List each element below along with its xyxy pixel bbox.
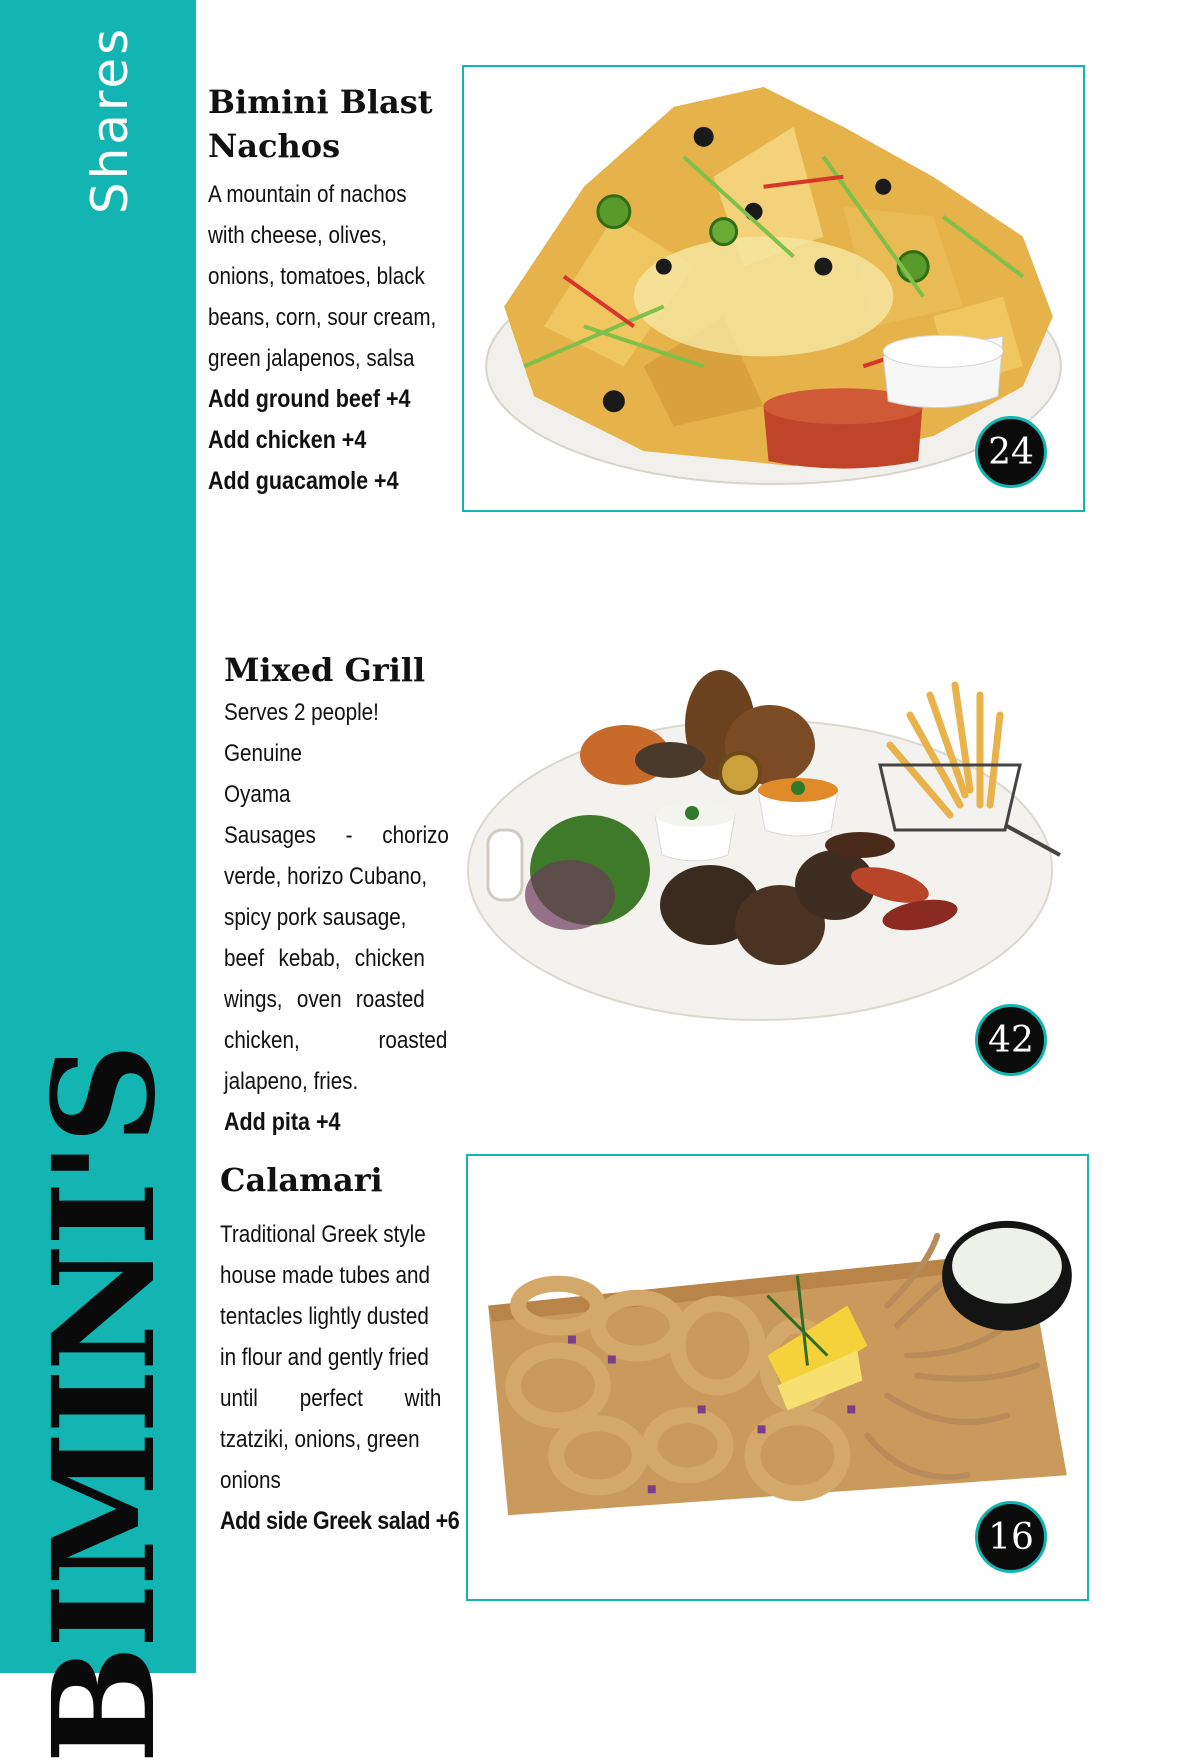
item-description-line: onions, tomatoes, black xyxy=(208,263,425,290)
price-badge: 16 xyxy=(975,1501,1047,1573)
item-add-on: Add chicken +4 xyxy=(208,426,367,454)
item-description-line: green jalapenos, salsa xyxy=(208,345,415,372)
item-description-line: chicken, roasted xyxy=(224,1027,448,1054)
item-description-line: beef kebab, chicken xyxy=(224,945,425,972)
item-description-line: Genuine Oyama xyxy=(224,740,303,808)
item-description-line: A mountain of nachos xyxy=(208,181,407,208)
item-add-on: Add pita +4 xyxy=(224,1108,341,1136)
mixed-grill-photo xyxy=(460,655,1085,1035)
item-description-line: tentacles lightly dusted xyxy=(220,1303,429,1330)
item-subtitle: Serves 2 people! xyxy=(224,699,379,726)
item-title: Calamari xyxy=(220,1161,383,1199)
item-description-line: until perfect with xyxy=(220,1385,442,1412)
brand-logo: BIMINI'S xyxy=(23,1046,187,1764)
item-description-line: tzatziki, onions, green xyxy=(220,1426,420,1453)
item-description-line: in flour and gently fried xyxy=(220,1344,429,1371)
item-add-on: Add ground beef +4 xyxy=(208,385,411,413)
menu-item-nachos xyxy=(208,80,452,502)
item-description-line: onions xyxy=(220,1467,281,1494)
menu-item-calamari xyxy=(220,1158,462,1542)
item-description-line: wings, oven roasted xyxy=(224,986,425,1013)
item-add-on: Add guacamole +4 xyxy=(208,467,399,495)
item-title: Nachos xyxy=(208,127,341,165)
menu-item-mixed-grill xyxy=(224,648,456,1143)
item-description-line: spicy pork sausage, xyxy=(224,904,407,931)
item-title: Mixed Grill xyxy=(224,651,426,689)
item-description-line: Traditional Greek style xyxy=(220,1221,426,1248)
item-description-line: beans, corn, sour cream, xyxy=(208,304,437,331)
item-description-line: with cheese, olives, xyxy=(208,222,387,249)
item-add-on: Add side Greek salad +6 xyxy=(220,1507,460,1535)
item-description-line: Sausages - chorizo xyxy=(224,822,449,849)
price-badge: 24 xyxy=(975,416,1047,488)
mixed-grill-illustration xyxy=(460,655,1085,1035)
item-description-line: verde, horizo Cubano, xyxy=(224,863,428,890)
item-description-line: jalapeno, fries. xyxy=(224,1068,359,1095)
item-description-line: house made tubes and xyxy=(220,1262,431,1289)
price-badge: 42 xyxy=(975,1004,1047,1076)
sidebar xyxy=(0,0,196,1764)
item-title: Bimini Blast xyxy=(208,83,433,121)
section-label: Shares xyxy=(81,25,139,215)
